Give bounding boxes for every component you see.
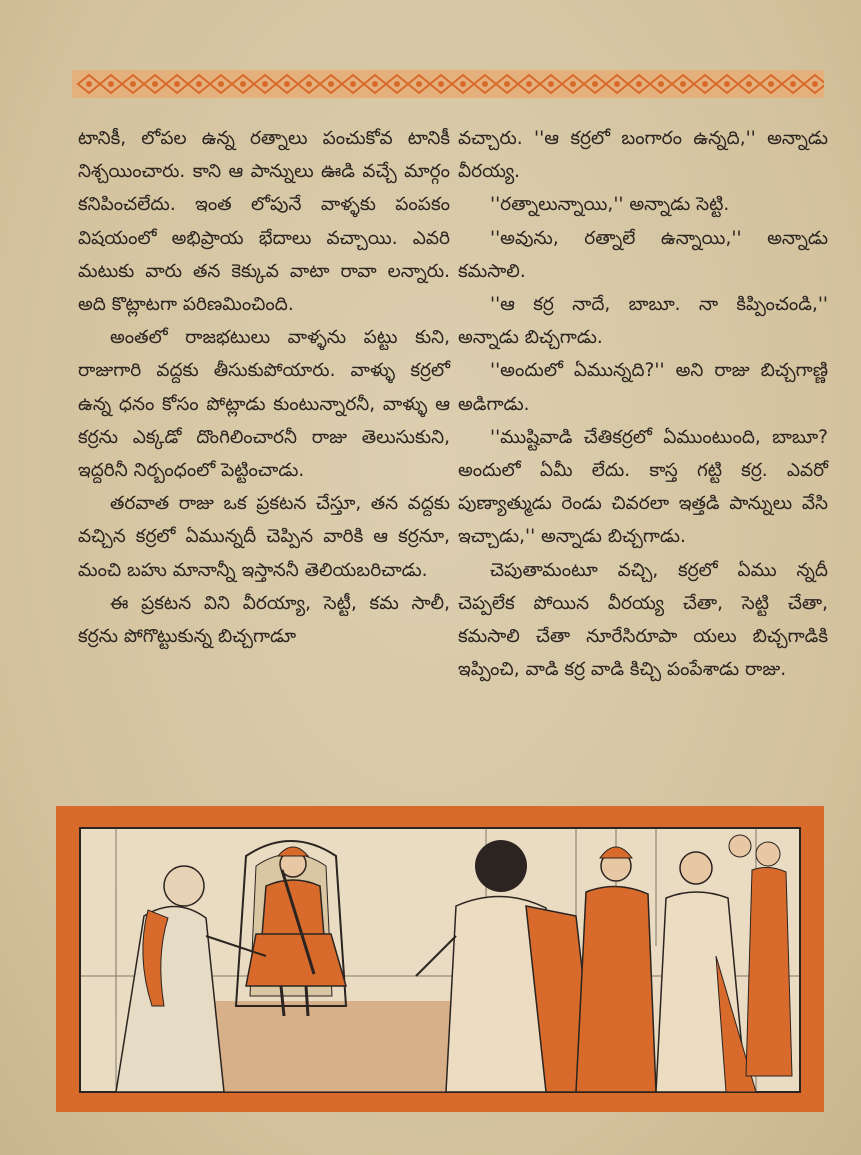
paragraph: ''అవును, రత్నాలే ఉన్నాయి,'' అన్నాడు కమసాలి.	[458, 227, 828, 282]
decorative-border	[72, 70, 824, 98]
right-text-column	[458, 122, 828, 686]
court-scene-illustration	[56, 806, 824, 1112]
paragraph: చెపుతామంటూ వచ్చి, కర్రలో ఏము న్నదీ చెప్పలేక పోయిన వీరయ్య చేతా, సెట్టి చేతా, కమసాలి చేతా నూరేసిరూపా యలు బిచ్చగాడికి ఇప్పించి, వాడి కర్ర వాడి కిచ్చి పంపేశాడు రాజు.	[458, 559, 828, 681]
paragraph: ఈ ప్రకటన విని వీరయ్యా, సెట్టీ, కమ సాలీ, కర్రను పోగొట్టుకున్న బిచ్చగాడూ	[78, 592, 450, 648]
paragraph: ''ఆ కర్ర నాదే, బాబూ. నా కిప్పించండి,'' అన్నాడు బిచ్చగాడు.	[458, 294, 828, 349]
paragraph: ''అందులో ఏమున్నది?'' అని రాజు బిచ్చగాణ్ణి అడిగాడు.	[458, 360, 828, 415]
paragraph: ''ముష్టివాడి చేతికర్రలో ఏముంటుంది, బాబూ? అందులో ఏమీ లేదు. కాస్త గట్టి కర్ర. ఎవరో పుణ్యాత్ముడు రెండు చివరలా ఇత్తడి పాన్నులు వేసి ఇచ్చాడు,'' అన్నాడు బిచ్చగాడు.	[458, 426, 828, 548]
paragraph: అంతలో రాజభటులు వాళ్ళను పట్టు కుని, రాజుగారి వద్దకు తీసుకుపోయారు. వాళ్ళు కర్రలో ఉన్న ధనం కోసం పోట్లాడు కుంటున్నారనీ, వాళ్ళు ఆ కర్రను ఎక్కడో దొంగిలించారనీ రాజు తెలుసుకుని, ఇద్దరినీ నిర్బంధంలో పెట్టించాడు.	[78, 327, 450, 482]
paragraph: తరవాత రాజు ఒక ప్రకటన చేస్తూ, తన వద్దకు వచ్చిన కర్రలో ఏమున్నదీ చెప్పిన వారికి ఆ కర్రనూ, మంచి బహు మానాన్నీ ఇస్తాననీ తెలియబరిచాడు.	[78, 493, 450, 581]
left-text-column	[78, 122, 450, 653]
paragraph: ''రత్నాలున్నాయి,'' అన్నాడు సెట్టి.	[490, 194, 730, 216]
paragraph: టానికీ, లోపల ఉన్న రత్నాలు పంచుకోవ టానికీ నిశ్చయించారు. కాని ఆ పాన్నులు ఊడి వచ్చే మార్గం కనిపించలేదు. ఇంత లోపునే వాళ్ళకు పంపకం విషయంలో అభిప్రాయ భేదాలు వచ్చాయి. ఎవరి మటుకు వారు తన కెక్కువ వాటా రావా లన్నారు. అది కొట్లాటగా పరిణమించింది.	[78, 128, 450, 316]
paragraph: వచ్చారు. ''ఆ కర్రలో బంగారం ఉన్నది,'' అన్నాడు వీరయ్య.	[458, 128, 828, 183]
